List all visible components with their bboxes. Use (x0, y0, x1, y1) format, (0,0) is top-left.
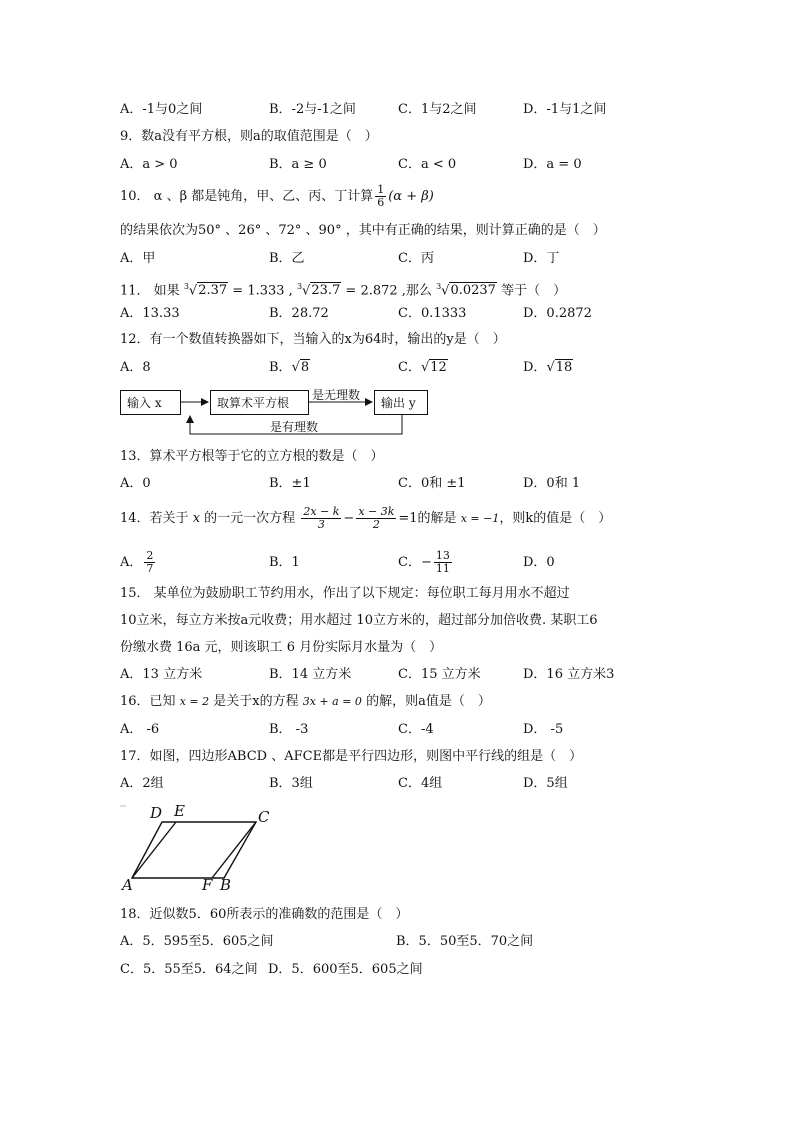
q17-options (120, 775, 680, 793)
q14-mid: 的一元一次方程 (204, 511, 296, 526)
q17-option-b: B．3组 (269, 776, 313, 791)
q16-prefix: 16．已知 (120, 694, 176, 709)
flow-output-box: 输出 y (374, 390, 428, 415)
q8-option-c: C．1与2之间 (398, 102, 477, 117)
q14-solution: x = −1 (460, 512, 500, 525)
label-b: B (220, 876, 232, 894)
q14-var-x: x (192, 511, 201, 526)
q10-option-b: B．乙 (269, 251, 305, 266)
q14-fraction-1 (301, 506, 341, 531)
label-a: A (122, 876, 133, 894)
q11-cube-root-2: $^3$√23.7 (296, 282, 341, 299)
flow-process-box: 取算术平方根 (210, 390, 309, 415)
q14-opt-a-den: 7 (146, 562, 154, 575)
q16-option-a: A． -6 (120, 722, 160, 737)
flow-input-box: 输入 x (120, 390, 181, 415)
q15-options (120, 666, 680, 684)
q14-option-d: D．0 (523, 555, 555, 570)
q17-stem: 17．如图，四边形ABCD 、AFCE都是平行四边形，则图中平行线的组是（ ） (120, 749, 583, 764)
q16-suffix: 的解，则a值是（ ） (366, 694, 491, 709)
q12-option-c (398, 359, 448, 377)
q12-flowchart (120, 388, 440, 440)
flow-label-irrational: 是无理数 (312, 388, 361, 402)
q11-stem (120, 278, 566, 300)
label-e: E (174, 802, 185, 820)
q13-option-c: C．0和 ±1 (398, 476, 466, 491)
q11-value-1: = 1.333 , (228, 283, 293, 299)
q14-eq: =1的解是 (398, 511, 457, 526)
label-f: F (202, 876, 213, 894)
q11-value-2: = 2.872 ,那么 (341, 283, 432, 299)
q14-prefix: 14．若关于 (120, 511, 189, 526)
q11-option-b: B．28.72 (269, 306, 329, 321)
q12-option-c-label: C． (398, 360, 421, 375)
q12-sqrt-d: √18 (546, 360, 573, 375)
q11-radicand-2: 23.7 (311, 283, 341, 299)
q12-radicand-d: 18 (555, 360, 573, 375)
q14-f1-den: 3 (317, 518, 325, 531)
q18-options-row2 (120, 961, 680, 979)
q12-sqrt-c: √12 (420, 360, 447, 375)
q14-minus: − (343, 511, 355, 526)
q18-option-b: B．5．50至5．70之间 (396, 934, 534, 949)
q13-option-d: D．0和 1 (523, 476, 581, 491)
q12-options (120, 359, 680, 377)
q15-option-b: B．14 立方米 (269, 667, 352, 682)
q14-opt-c-den: 11 (435, 562, 450, 575)
q14-opt-a-num: 2 (146, 549, 154, 562)
q10-options (120, 250, 680, 268)
q12-option-d-label: D． (523, 360, 547, 375)
q11-option-d: D．0.2872 (523, 306, 592, 321)
q14-option-a-label: A． (120, 555, 143, 570)
q12-radicand-c: 12 (430, 360, 447, 375)
q18-option-a: A．5．595至5．605之间 (120, 934, 274, 949)
q14-options (120, 548, 680, 578)
q14-f2-num: x − 3k (358, 505, 395, 518)
q18-option-c: C．5．55至5．64之间 (120, 962, 258, 977)
q17-option-a: A．2组 (120, 776, 164, 791)
q16-equation: 3x + a = 0 (302, 695, 362, 708)
q12-option-b (269, 359, 310, 377)
q14-option-a-frac (144, 550, 155, 575)
q10-fraction (375, 184, 386, 209)
q9-option-d: D．a = 0 (523, 157, 582, 172)
q9-option-b: B．a ≥ 0 (269, 157, 327, 172)
q10-stem-line1 (120, 182, 434, 212)
q8-option-b: B．-2与-1之间 (269, 102, 356, 117)
q14-option-b: B．1 (269, 555, 300, 570)
q15-option-c: C．15 立方米 (398, 667, 481, 682)
q15-option-a: A．13 立方米 (120, 667, 203, 682)
q17-option-c: C．4组 (398, 776, 443, 791)
q11-radicand-3: 0.0237 (450, 283, 496, 299)
q14-option-a (120, 548, 157, 578)
q13-stem: 13．算术平方根等于它的立方根的数是（ ） (120, 449, 384, 464)
label-c: C (258, 808, 270, 826)
q14-suffix: ，则k的值是（ ） (499, 511, 612, 526)
q11-root-index-3: 3 (436, 282, 442, 291)
q12-radicand-b: 8 (300, 360, 310, 375)
flow-label-rational: 是有理数 (270, 420, 319, 434)
q10-option-a: A．甲 (120, 251, 156, 266)
q14-f1-num: 2x − k (303, 505, 340, 518)
q14-option-c-label: C．− (398, 555, 432, 570)
q10-frac-num: 1 (377, 183, 385, 196)
q8-options (120, 101, 680, 119)
q9-option-a: A．a > 0 (120, 157, 178, 172)
q14-f2-den: 2 (372, 518, 380, 531)
parallelogram-lines (118, 804, 278, 896)
q10-frac-den: 6 (377, 196, 385, 209)
q8-option-d: D．-1与1之间 (523, 102, 607, 117)
q16-option-c: C．-4 (398, 722, 434, 737)
q15-stem-line1: 15． 某单位为鼓励职工节约用水，作出了以下规定：每位职工每月用水不超过 (120, 586, 570, 601)
q10-stem-b: 的结果依次为50° 、26° 、72° 、90° ，其中有正确的结果，则计算正确的是（ ） (120, 223, 606, 238)
q16-option-b: B． -3 (269, 722, 309, 737)
q10-option-d: D．丁 (523, 251, 560, 266)
q11-prefix: 11． 如果 (120, 283, 180, 299)
q17-parallelogram-figure (118, 804, 278, 896)
q18-options-row1 (120, 933, 680, 951)
q15-stem-line3: 份缴水费 16a 元，则该职工 6 月份实际月水量为（ ） (120, 640, 443, 655)
q10-option-c: C．丙 (398, 251, 434, 266)
q9-stem: 9．数a没有平方根，则a的取值范围是（ ） (120, 129, 378, 144)
q14-stem (120, 504, 611, 534)
q12-sqrt-b: √8 (291, 360, 310, 375)
q11-option-c: C．0.1333 (398, 306, 467, 321)
q14-opt-c-num: 13 (435, 549, 450, 562)
q11-options (120, 305, 680, 323)
q16-option-d: D． -5 (523, 722, 564, 737)
q15-option-d: D．16 立方米3 (523, 667, 615, 682)
q11-root-index-2: 3 (296, 282, 303, 291)
label-d: D (150, 804, 163, 822)
q14-option-c-frac (434, 550, 452, 575)
q12-option-b-label: B． (269, 360, 292, 375)
q10-stem-a: 10． α 、β 都是钝角，甲、乙、丙、丁计算 (120, 189, 374, 204)
q11-cube-root-1: $^3$√2.37 (183, 282, 228, 299)
q10-expr: (α + β) (388, 189, 434, 204)
q14-option-c (398, 548, 454, 578)
q8-option-a: A．-1与0之间 (120, 102, 203, 117)
q13-option-b: B．±1 (269, 476, 311, 491)
q11-cube-root-3: $^3$√0.0237 (436, 282, 496, 299)
q15-stem-line2: 10立米，每立方米按a元收费；用水超过 10立方米的，超过部分加倍收费. 某职工6 (120, 613, 598, 628)
q14-fraction-2 (356, 506, 396, 531)
q16-options (120, 721, 680, 739)
q11-suffix: 等于（ ） (501, 283, 567, 299)
q16-mid: 是关于x的方程 (213, 694, 299, 709)
q9-option-c: C．a < 0 (398, 157, 457, 172)
q12-option-d (523, 359, 573, 377)
q13-options (120, 475, 680, 493)
q11-root-index-1: 3 (183, 282, 189, 291)
q16-condition: x = 2 (179, 695, 210, 708)
q16-stem (120, 693, 491, 711)
q18-option-d: D．5．600至5．605之间 (268, 962, 423, 977)
q11-option-a: A．13.33 (120, 306, 180, 321)
q18-stem: 18．近似数5．60所表示的准确数的范围是（ ） (120, 907, 409, 922)
q12-option-a-text: A．8 (120, 360, 151, 375)
q12-stem: 12．有一个数值转换器如下，当输入的x为64时，输出的y是（ ） (120, 332, 506, 347)
q9-options (120, 156, 680, 174)
q13-option-a: A．0 (120, 476, 151, 491)
q17-option-d: D．5组 (523, 776, 568, 791)
q12-option-a (120, 359, 151, 377)
q11-radicand-1: 2.37 (198, 283, 228, 299)
